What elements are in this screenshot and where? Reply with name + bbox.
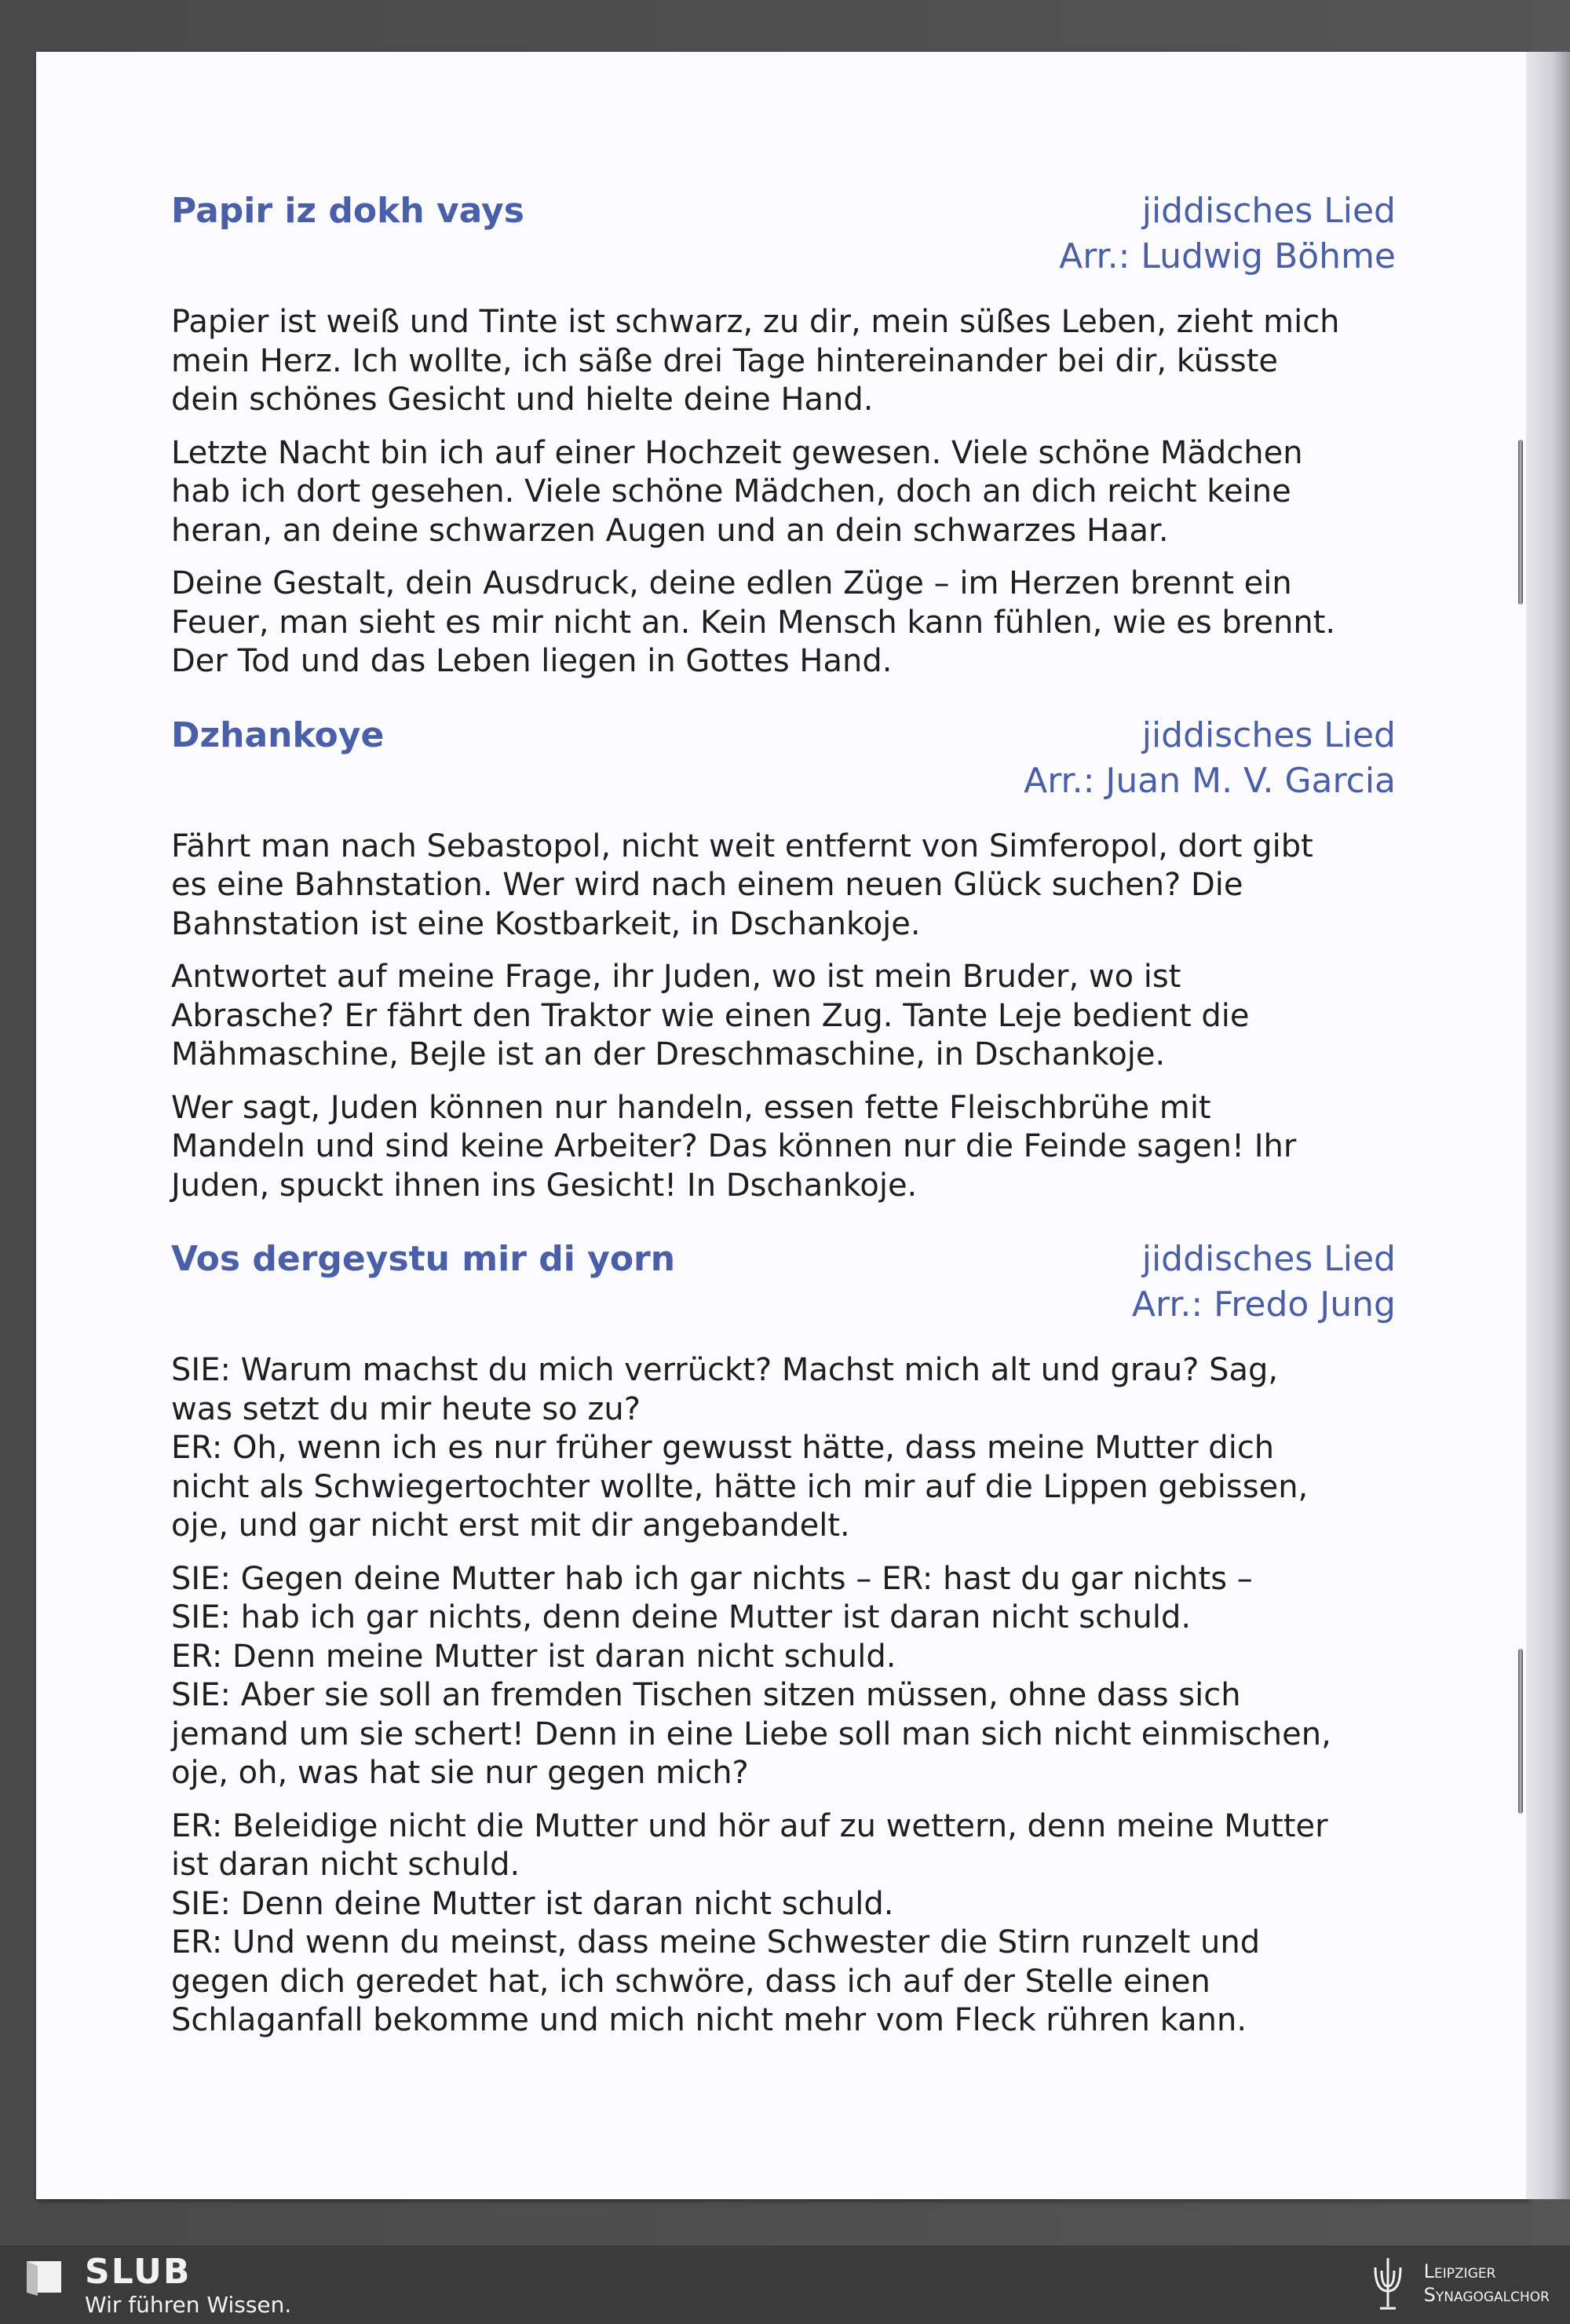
choir-name-line2: Synagogalchor xyxy=(1423,2284,1550,2306)
page-content xyxy=(171,188,1396,2072)
text-line: ist daran nicht schuld. xyxy=(171,1847,520,1883)
text-line: ER: Und wenn du meinst, dass meine Schwester die Stirn runzelt und xyxy=(171,1924,1261,1960)
song-genre: jiddisches Lied xyxy=(1141,1239,1396,1279)
text-line: Abrasche? Er fährt den Traktor wie einen Zug. Tante Leje bedient die xyxy=(171,997,1250,1034)
text-line: gegen dich geredet hat, ich schwöre, dass ich auf der Stelle einen xyxy=(171,1963,1210,2000)
song-genre: jiddisches Lied xyxy=(1141,191,1396,231)
song-dzhankoye xyxy=(171,713,1396,1206)
song-paragraph xyxy=(171,1560,1396,1793)
text-line: SIE: hab ich gar nichts, denn deine Mutter ist daran nicht schuld. xyxy=(171,1599,1192,1635)
song-paragraph xyxy=(171,434,1396,551)
menorah-icon xyxy=(1364,2252,1411,2315)
text-line: ER: Denn meine Mutter ist daran nicht schuld. xyxy=(171,1638,896,1675)
song-paragraph xyxy=(171,1351,1396,1546)
text-line: Deine Gestalt, dein Ausdruck, deine edlen Züge – im Herzen brennt ein xyxy=(171,565,1292,601)
staple-top xyxy=(1518,440,1523,605)
text-line: es eine Bahnstation. Wer wird nach einem neuen Glück suchen? Die xyxy=(171,867,1243,903)
choir-logo[interactable] xyxy=(1364,2252,1550,2315)
text-line: Der Tod und das Leben liegen in Gottes Hand. xyxy=(171,643,893,679)
song-paragraph xyxy=(171,1089,1396,1206)
text-line: Juden, spuckt ihnen ins Gesicht! In Dschankoje. xyxy=(171,1167,918,1204)
text-line: Schlaganfall bekomme und mich nicht mehr vom Fleck rühren kann. xyxy=(171,2002,1247,2038)
text-line: Feuer, man sieht es mir nicht an. Kein Mensch kann fühlen, wie es brennt. xyxy=(171,604,1336,641)
text-line: Wer sagt, Juden können nur handeln, essen fette Fleischbrühe mit xyxy=(171,1089,1211,1126)
text-line: dein schönes Gesicht und hielte deine Hand. xyxy=(171,382,874,418)
song-paragraph xyxy=(171,828,1396,945)
text-line: was setzt du mir heute so zu? xyxy=(171,1390,641,1427)
text-line: Mandeln und sind keine Arbeiter? Das können nur die Feinde sagen! Ihr xyxy=(171,1128,1297,1164)
text-line: SIE: Denn deine Mutter ist daran nicht schuld. xyxy=(171,1885,894,1922)
song-title: Papir iz dokh vays xyxy=(171,191,524,231)
text-line: oje, und gar nicht erst mit dir angebandelt. xyxy=(171,1507,850,1544)
song-header xyxy=(171,1237,1396,1328)
slub-logo[interactable] xyxy=(24,2253,291,2319)
text-line: heran, an deine schwarzen Augen und an dein schwarzes Haar. xyxy=(171,512,1169,549)
text-line: Letzte Nacht bin ich auf einer Hochzeit gewesen. Viele schöne Mädchen xyxy=(171,434,1303,471)
text-line: Antwortet auf meine Frage, ihr Juden, wo ist mein Bruder, wo ist xyxy=(171,959,1181,995)
song-vos-dergeystu-mir-di-yorn xyxy=(171,1237,1396,2041)
choir-name-line1: Leipziger xyxy=(1423,2260,1496,2282)
slub-name: SLUB xyxy=(85,2252,192,2292)
text-line: Papier ist weiß und Tinte ist schwarz, zu dir, mein süßes Leben, zieht mich xyxy=(171,304,1340,340)
song-papir-iz-dokh-vays xyxy=(171,188,1396,681)
song-meta xyxy=(1132,1237,1396,1328)
text-line: SIE: Warum machst du mich verrückt? Machst mich alt und grau? Sag, xyxy=(171,1352,1279,1388)
song-header xyxy=(171,188,1396,280)
text-line: Fährt man nach Sebastopol, nicht weit entfernt von Simferopol, dort gibt xyxy=(171,828,1313,864)
text-line: Mähmaschine, Bejle ist an der Dreschmaschine, in Dschankoje. xyxy=(171,1036,1166,1072)
book-icon xyxy=(24,2258,64,2296)
text-line: ER: Oh, wenn ich es nur früher gewusst hätte, dass meine Mutter dich xyxy=(171,1430,1275,1466)
staple-bottom xyxy=(1518,1649,1523,1814)
song-arranger: Arr.: Juan M. V. Garcia xyxy=(1024,760,1396,801)
song-arranger: Arr.: Ludwig Böhme xyxy=(1059,236,1396,276)
text-line: hab ich dort gesehen. Viele schöne Mädchen, doch an dich reicht keine xyxy=(171,473,1291,510)
text-line: Bahnstation ist eine Kostbarkeit, in Dschankoje. xyxy=(171,905,921,942)
song-paragraph xyxy=(171,565,1396,681)
text-line: mein Herz. Ich wollte, ich säße drei Tage hintereinander bei dir, küsste xyxy=(171,342,1279,379)
text-line: ER: Beleidige nicht die Mutter und hör auf zu wettern, denn meine Mutter xyxy=(171,1807,1328,1844)
song-genre: jiddisches Lied xyxy=(1141,714,1396,755)
song-arranger: Arr.: Fredo Jung xyxy=(1131,1284,1396,1325)
booklet-spine xyxy=(1526,52,1570,2199)
song-meta xyxy=(1024,713,1396,804)
text-line: nicht als Schwiegertochter wollte, hätte ich mir auf die Lippen gebissen, xyxy=(171,1468,1309,1505)
text-line: jemand um sie schert! Denn in eine Liebe soll man sich nicht einmischen, xyxy=(171,1716,1331,1752)
text-line: SIE: Gegen deine Mutter hab ich gar nichts – ER: hast du gar nichts – xyxy=(171,1560,1253,1597)
song-title: Vos dergeystu mir di yorn xyxy=(171,1239,676,1279)
song-title: Dzhankoye xyxy=(171,714,385,755)
song-meta xyxy=(1059,188,1396,280)
text-line: oje, oh, was hat sie nur gegen mich? xyxy=(171,1755,749,1791)
song-paragraph xyxy=(171,958,1396,1075)
song-header xyxy=(171,713,1396,804)
song-paragraph xyxy=(171,1807,1396,2041)
song-paragraph xyxy=(171,303,1396,420)
text-line: SIE: Aber sie soll an fremden Tischen sitzen müssen, ohne dass sich xyxy=(171,1677,1241,1713)
slub-tagline: Wir führen Wissen. xyxy=(85,2292,292,2318)
